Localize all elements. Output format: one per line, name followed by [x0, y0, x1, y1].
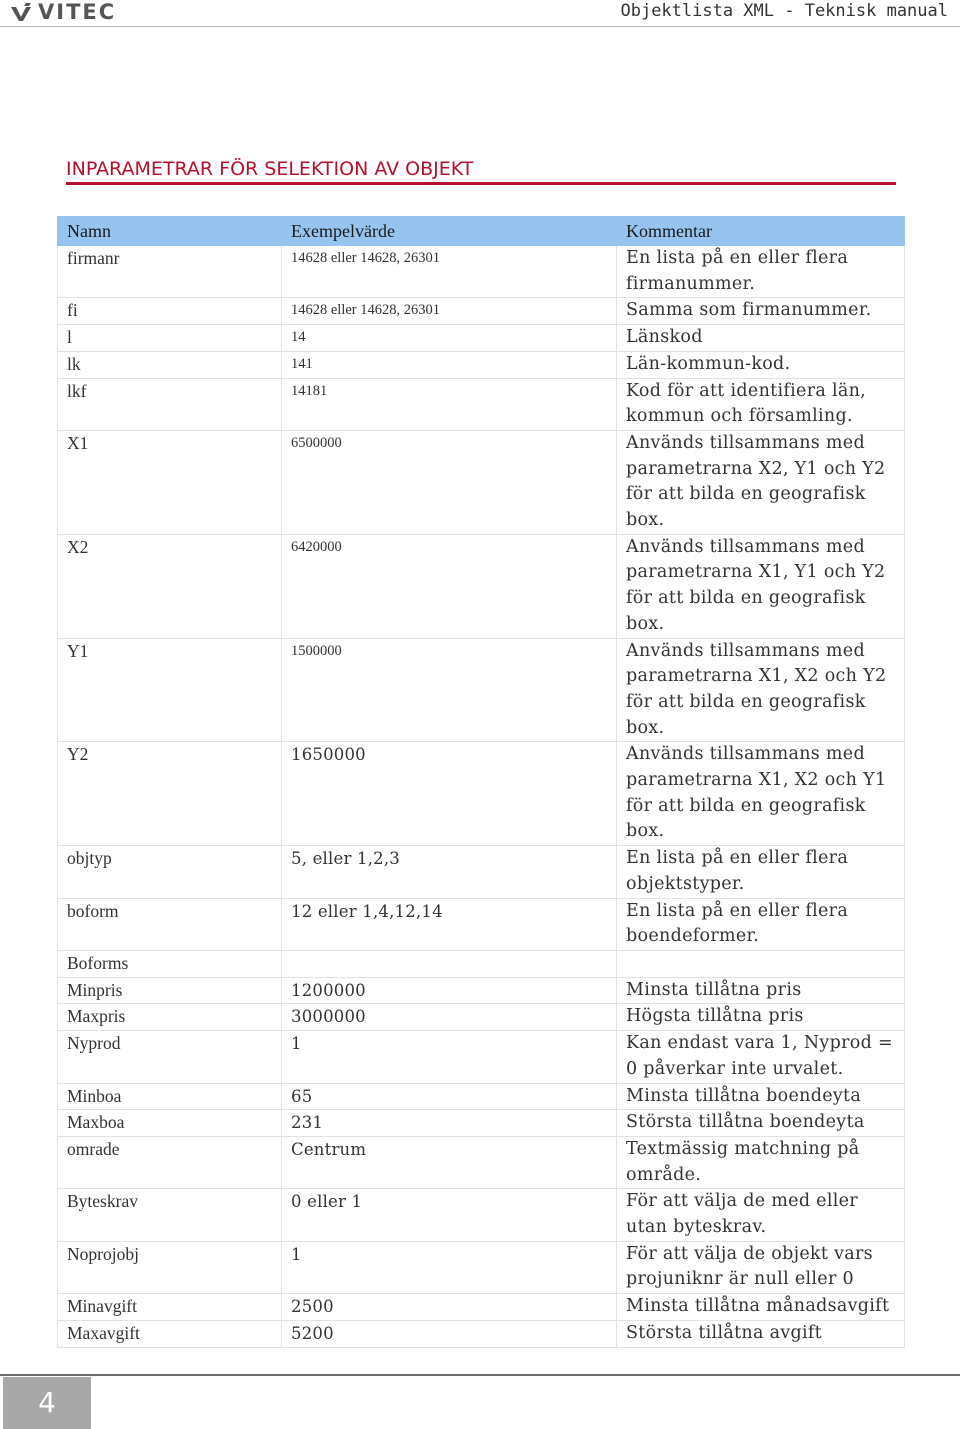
param-example: 1 — [282, 1031, 617, 1083]
param-name: boform — [58, 898, 282, 950]
param-comment: En lista på en eller flera objektstyper. — [617, 846, 905, 898]
table-row — [58, 1294, 905, 1321]
table-row — [58, 378, 905, 430]
table-row — [58, 638, 905, 742]
param-name: Minpris — [58, 977, 282, 1004]
param-comment: Samma som firmanummer. — [617, 298, 905, 325]
section-title-underline — [66, 182, 896, 185]
param-name: Y1 — [58, 638, 282, 742]
parameters-table — [57, 216, 905, 1348]
param-example: 14628 eller 14628, 26301 — [282, 298, 617, 325]
param-example: 6500000 — [282, 430, 617, 534]
table-row — [58, 246, 905, 298]
param-example: 6420000 — [282, 534, 617, 638]
param-example: 1500000 — [282, 638, 617, 742]
footer-divider — [0, 1374, 960, 1376]
param-comment: Minsta tillåtna månadsavgift — [617, 1294, 905, 1321]
param-comment: Kan endast vara 1, Nyprod = 0 påverkar inte urvalet. — [617, 1031, 905, 1083]
table-row — [58, 1320, 905, 1347]
param-comment: En lista på en eller flera boendeformer. — [617, 898, 905, 950]
page-number: 4 — [3, 1377, 91, 1429]
param-name: Maxavgift — [58, 1320, 282, 1347]
param-example: 1 — [282, 1241, 617, 1293]
table-row — [58, 1031, 905, 1083]
param-example: 1650000 — [282, 742, 617, 846]
param-example: 14 — [282, 325, 617, 352]
param-comment: Minsta tillåtna pris — [617, 977, 905, 1004]
table-header-row — [58, 217, 905, 246]
param-example: 14628 eller 14628, 26301 — [282, 246, 617, 298]
param-comment: Används tillsammans med parametrarna X1, Y1 och Y2 för att bilda en geografisk box. — [617, 534, 905, 638]
param-example: 141 — [282, 351, 617, 378]
param-comment: Länskod — [617, 325, 905, 352]
table-row — [58, 1189, 905, 1241]
param-name: Minavgift — [58, 1294, 282, 1321]
table-row — [58, 351, 905, 378]
param-comment: Största tillåtna avgift — [617, 1320, 905, 1347]
param-name: l — [58, 325, 282, 352]
column-header-kommentar: Kommentar — [617, 217, 905, 246]
param-comment: För att välja de med eller utan byteskrav. — [617, 1189, 905, 1241]
param-name: X1 — [58, 430, 282, 534]
param-name: lkf — [58, 378, 282, 430]
param-comment: Minsta tillåtna boendeyta — [617, 1083, 905, 1110]
param-example: 5200 — [282, 1320, 617, 1347]
param-comment: En lista på en eller flera firmanummer. — [617, 246, 905, 298]
header-divider — [0, 26, 960, 27]
param-name: Byteskrav — [58, 1189, 282, 1241]
table-row — [58, 1110, 905, 1137]
param-name: lk — [58, 351, 282, 378]
table-row — [58, 325, 905, 352]
param-comment: Län-kommun-kod. — [617, 351, 905, 378]
param-name: firmanr — [58, 246, 282, 298]
param-comment: Används tillsammans med parametrarna X1, X2 och Y2 för att bilda en geografisk box. — [617, 638, 905, 742]
table-row — [58, 898, 905, 950]
vitec-logo-icon — [10, 2, 32, 22]
param-comment — [617, 950, 905, 977]
table-row — [58, 534, 905, 638]
param-name: Noprojobj — [58, 1241, 282, 1293]
param-name: Nyprod — [58, 1031, 282, 1083]
document-title: Objektlista XML - Teknisk manual — [620, 1, 948, 21]
param-comment: Används tillsammans med parametrarna X2, Y1 och Y2 för att bilda en geografisk box. — [617, 430, 905, 534]
param-example: 14181 — [282, 378, 617, 430]
param-name: X2 — [58, 534, 282, 638]
param-name: omrade — [58, 1136, 282, 1188]
table-row — [58, 977, 905, 1004]
param-name: Boforms — [58, 950, 282, 977]
vitec-logo — [10, 0, 116, 24]
table-row — [58, 430, 905, 534]
param-example: 231 — [282, 1110, 617, 1137]
param-example: 1200000 — [282, 977, 617, 1004]
param-name: Y2 — [58, 742, 282, 846]
column-header-namn: Namn — [58, 217, 282, 246]
param-example: 5, eller 1,2,3 — [282, 846, 617, 898]
table-row — [58, 742, 905, 846]
table-row — [58, 1004, 905, 1031]
param-example: 65 — [282, 1083, 617, 1110]
page-header — [0, 0, 960, 26]
param-example: 3000000 — [282, 1004, 617, 1031]
param-name: Maxboa — [58, 1110, 282, 1137]
param-example: 2500 — [282, 1294, 617, 1321]
logo-text: VITEC — [38, 0, 117, 24]
param-name: fi — [58, 298, 282, 325]
section-title: INPARAMETRAR FÖR SELEKTION AV OBJEKT — [66, 158, 474, 180]
table-row — [58, 846, 905, 898]
param-name: Maxpris — [58, 1004, 282, 1031]
table-row — [58, 1136, 905, 1188]
param-name: Minboa — [58, 1083, 282, 1110]
param-comment: Kod för att identifiera län, kommun och församling. — [617, 378, 905, 430]
param-example: Centrum — [282, 1136, 617, 1188]
param-comment: För att välja de objekt vars projuniknr är null eller 0 — [617, 1241, 905, 1293]
param-name: objtyp — [58, 846, 282, 898]
table-row — [58, 950, 905, 977]
param-comment: Högsta tillåtna pris — [617, 1004, 905, 1031]
table-row — [58, 298, 905, 325]
column-header-exempelvarde: Exempelvärde — [282, 217, 617, 246]
param-example: 0 eller 1 — [282, 1189, 617, 1241]
table-row — [58, 1083, 905, 1110]
param-comment: Används tillsammans med parametrarna X1, X2 och Y1 för att bilda en geografisk box. — [617, 742, 905, 846]
param-example: 12 eller 1,4,12,14 — [282, 898, 617, 950]
table-row — [58, 1241, 905, 1293]
param-example — [282, 950, 617, 977]
param-comment: Största tillåtna boendeyta — [617, 1110, 905, 1137]
param-comment: Textmässig matchning på område. — [617, 1136, 905, 1188]
